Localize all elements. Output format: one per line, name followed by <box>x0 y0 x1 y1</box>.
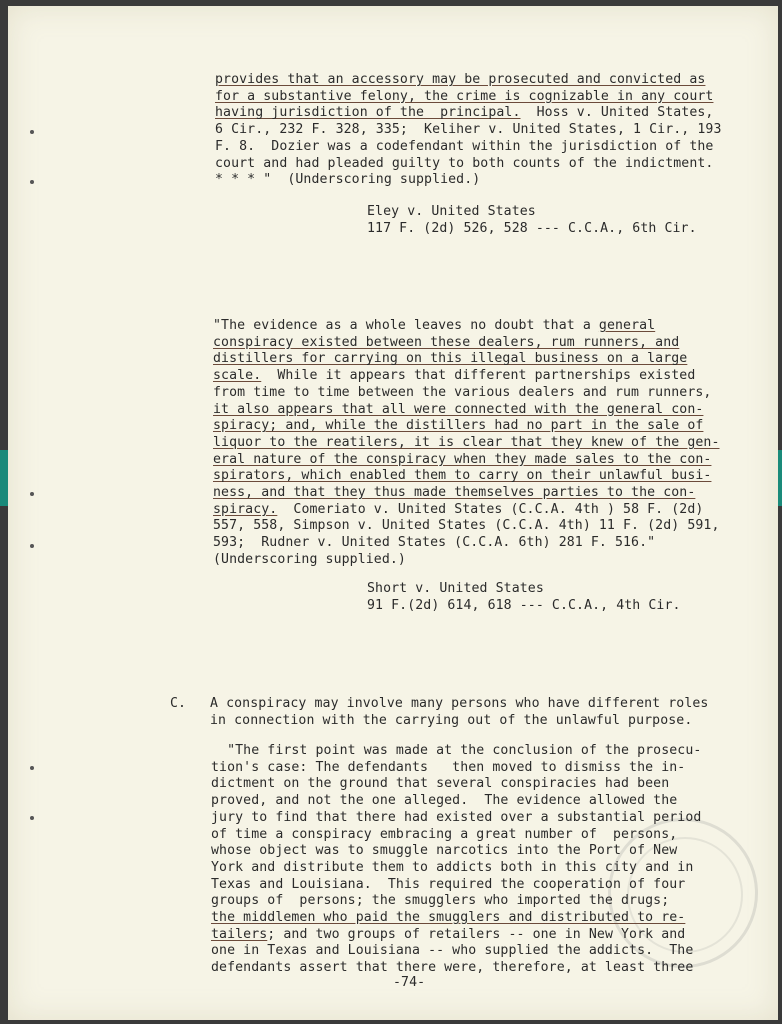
text-segment: liquor to the reatilers, it is clear that they knew of the gen- <box>213 434 720 450</box>
page-number: -74- <box>393 975 426 990</box>
text-segment: jury to find that there had existed over a substantial period <box>211 809 702 825</box>
text-segment: Texas and Louisiana. This required the cooperation of four <box>211 876 686 892</box>
text-segment: proved, and not the one alleged. The evidence allowed the <box>211 793 678 809</box>
text-segment: tailers <box>211 926 268 942</box>
text-segment: F. 8. Dozier was a codefendant within the jurisdiction of the <box>215 138 714 154</box>
text-segment: for a substantive felony, the crime is cognizable in any court <box>215 88 714 104</box>
text-line <box>215 172 722 189</box>
text-segment: York and distribute them to addicts both in this city and in <box>211 859 694 875</box>
text-line <box>215 122 722 139</box>
edge-stripe-right <box>778 450 782 506</box>
text-segment: provides that an accessory may be prosecuted and convicted as <box>215 72 706 87</box>
text-line <box>211 776 701 793</box>
text-line: in connection with the carrying out of the unlawful purpose. <box>210 712 693 728</box>
text-segment: having jurisdiction of the principal. <box>215 105 521 121</box>
text-line: Eley v. United States <box>367 204 536 219</box>
text-line <box>211 743 701 760</box>
text-line <box>213 518 720 535</box>
punch-hole <box>30 130 34 134</box>
text-line <box>213 552 720 569</box>
text-line <box>215 89 722 106</box>
text-line <box>211 843 701 860</box>
text-line <box>211 927 701 944</box>
text-segment: 6 Cir., 232 F. 328, 335; Keliher v. United States, 1 Cir., 193 <box>215 122 722 138</box>
text-line <box>213 402 720 419</box>
text-line <box>213 485 720 502</box>
quote-block-1 <box>215 72 722 189</box>
text-line <box>213 452 720 469</box>
text-segment: it also appears that all were connected with the general con- <box>213 401 704 417</box>
punch-hole <box>30 544 34 548</box>
text-line <box>211 810 701 827</box>
text-segment: ness, and that they thus made themselves parties to the con- <box>213 485 696 501</box>
text-line <box>211 910 701 927</box>
text-segment: * * * " (Underscoring supplied.) <box>215 172 481 188</box>
text-segment: the middlemen who paid the smugglers and distributed to re- <box>211 910 686 926</box>
text-segment: spiracy; and, while the distillers had no part in the sale of <box>213 418 704 434</box>
text-segment: spiracy. <box>213 501 278 517</box>
text-line <box>211 877 701 894</box>
text-line <box>211 793 701 810</box>
text-segment: ; and two groups of retailers -- one in New York and <box>267 926 686 942</box>
text-line <box>213 435 720 452</box>
text-line <box>215 156 722 173</box>
text-line <box>213 502 720 519</box>
citation-short <box>367 581 681 614</box>
punch-hole <box>30 180 34 184</box>
section-letter: C. <box>170 696 187 711</box>
text-segment: court and had pleaded guilty to both counts of the indictment. <box>215 155 714 171</box>
text-line <box>213 418 720 435</box>
text-segment: from time to time between the various dealers and rum runners, <box>213 384 712 400</box>
text-segment: scale. <box>213 368 262 384</box>
text-segment: conspiracy existed between these dealers, rum runners, and <box>213 334 680 350</box>
text-line <box>213 385 720 402</box>
text-line <box>211 943 701 960</box>
text-line <box>215 72 722 89</box>
text-line <box>213 368 720 385</box>
text-segment: Hoss v. United States, <box>520 105 714 121</box>
text-line <box>213 335 720 352</box>
punch-hole <box>30 766 34 770</box>
text-segment: "The evidence as a whole leaves no doubt that a <box>213 318 599 333</box>
text-segment: tion's case: The defendants then moved to dismiss the in- <box>211 759 686 775</box>
text-segment: 557, 558, Simpson v. United States (C.C.A. 4th) 11 F. (2d) 591, <box>213 518 720 534</box>
text-segment: 593; Rudner v. United States (C.C.A. 6th) 281 F. 516." <box>213 535 656 551</box>
text-segment: whose object was to smuggle narcotics into the Port of New <box>211 843 678 859</box>
text-line <box>211 760 701 777</box>
text-line <box>213 318 720 335</box>
text-segment: one in Texas and Louisiana -- who supplied the addicts. The <box>211 943 694 959</box>
punch-hole <box>30 816 34 820</box>
text-segment: of time a conspiracy embracing a great number of persons, <box>211 826 678 842</box>
text-segment: distillers for carrying on this illegal business on a large <box>213 351 688 367</box>
text-segment: dictment on the ground that several conspiracies had been <box>211 776 670 792</box>
text-line <box>213 535 720 552</box>
quote-block-2 <box>213 318 720 569</box>
text-line: 117 F. (2d) 526, 528 --- C.C.A., 6th Cir. <box>367 220 697 236</box>
text-segment: (Underscoring supplied.) <box>213 551 406 567</box>
text-line <box>215 105 722 122</box>
text-line: Short v. United States <box>367 581 544 596</box>
text-line: 91 F.(2d) 614, 618 --- C.C.A., 4th Cir. <box>367 597 681 613</box>
text-line <box>211 860 701 877</box>
text-segment: general <box>598 318 656 333</box>
text-segment: eral nature of the conspiracy when they made sales to the con- <box>213 451 712 467</box>
quote-block-3 <box>211 743 701 977</box>
edge-stripe-left <box>0 450 8 506</box>
text-segment: groups of persons; the smugglers who imported the drugs; <box>211 893 670 909</box>
text-segment: While it appears that different partnerships existed <box>261 368 696 384</box>
text-segment: spirators, which enabled them to carry on their unlawful busi- <box>213 468 712 484</box>
text-segment: Comeriato v. United States (C.C.A. 4th ) 58 F. (2d) <box>277 501 704 517</box>
text-line <box>213 351 720 368</box>
text-segment: "The first point was made at the conclusion of the prosecu- <box>211 743 702 758</box>
text-segment: defendants assert that there were, therefore, at least three <box>211 960 694 976</box>
citation-eley <box>367 204 697 237</box>
text-line <box>211 827 701 844</box>
text-line <box>215 139 722 156</box>
text-line: A conspiracy may involve many persons who have different roles <box>210 696 709 711</box>
text-line <box>211 893 701 910</box>
text-line <box>213 468 720 485</box>
text-line <box>211 960 701 977</box>
punch-hole <box>30 492 34 496</box>
section-heading <box>210 696 708 729</box>
